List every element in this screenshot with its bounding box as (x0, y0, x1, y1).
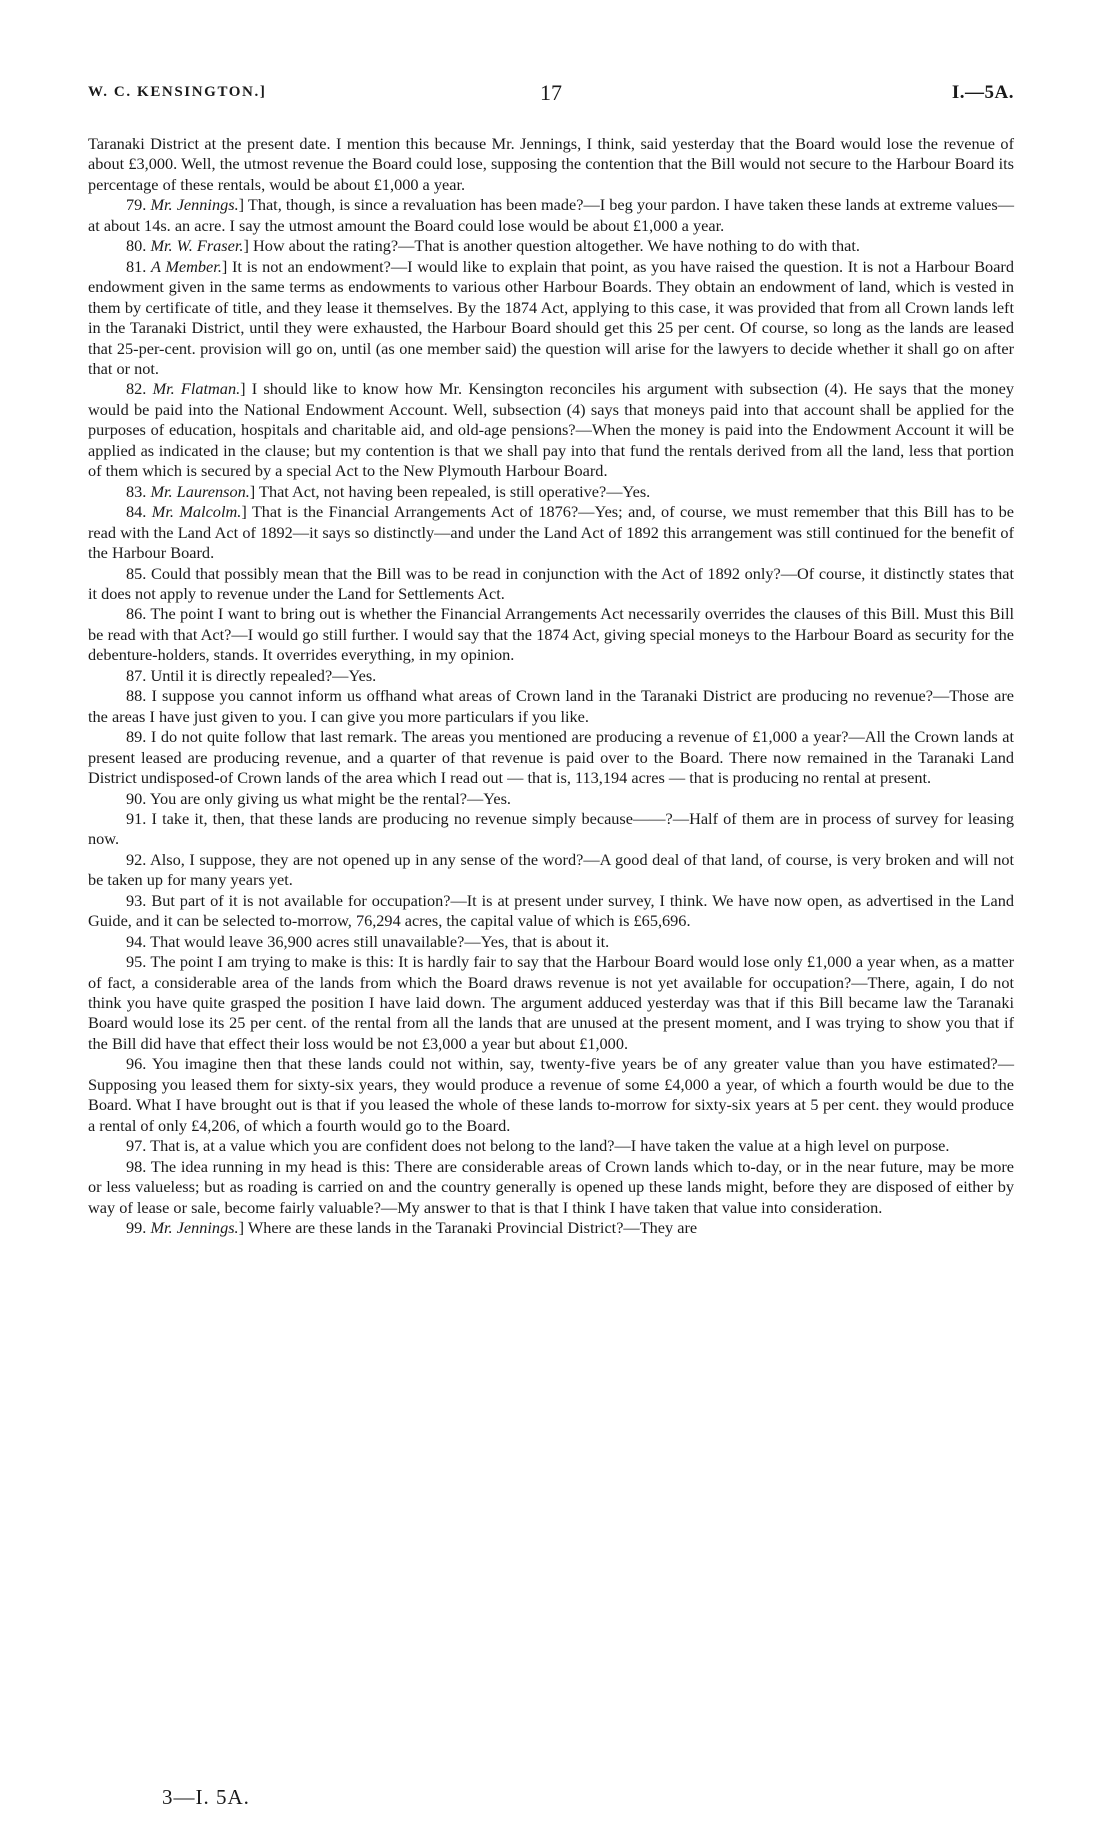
question-number: 95. (126, 952, 147, 972)
evidence-paragraph (88, 604, 1014, 665)
paragraph-text: That is, at a value which you are confident does not belong to the land?—I have taken the value at a high level on purpose. (150, 1136, 950, 1156)
question-number: 92. (126, 849, 147, 869)
question-number: 80. (126, 236, 147, 256)
evidence-paragraph (88, 809, 1014, 850)
question-number: 83. (126, 481, 147, 501)
evidence-paragraph (88, 789, 1014, 809)
evidence-paragraph (88, 727, 1014, 788)
evidence-paragraph (88, 257, 1014, 380)
question-number: 79. (126, 195, 147, 215)
evidence-paragraph (88, 932, 1014, 952)
question-number: 86. (126, 604, 147, 624)
paragraph-text: The point I am trying to make is this: It is hardly fair to say that the Harbour Board would lose only £1,000 a year when, as a matter of fact, a considerable area of the lands from which the Board draws revenue is not yet available for occupation?—There, again, I do not think you have quite grasped the position I have laid down. The argument adduced yesterday was that if this Bill became law the Taranaki Board would lose its 25 per cent. of the rental from all the lands that are unused at the present moment, and I was trying to show you that if the Bill did have that effect their loss would be not £3,000 a year but about £1,000. (88, 952, 1014, 1053)
paragraph-text: ] It is not an endowment?—I would like to explain that point, as you have raised the question. It is not a Harbour Board endowment given in the same terms as endowments to various other Harbour Boards. They obtain an endowment of land, which is vested in them by certificate of title, and they lease it themselves. By the 1874 Act, applying to this case, it was provided that from all Crown lands left in the Taranaki District, until they were exhausted, the Harbour Board should get this 25 per cent. Of course, so long as the lands are leased that 25-per-cent. provision will go on, until (as one member said) the question will arise for the lawyers to decide whether it shall go on after that or not. (88, 256, 1014, 378)
question-number: 85. (126, 563, 147, 583)
evidence-paragraph (88, 195, 1014, 236)
paragraph-text: ] I should like to know how Mr. Kensington reconciles his argument with subsection (4). He says that the money would be paid into the National Endowment Account. Well, subsection (4) says that moneys paid into that account shall be applied for the purposes of education, hospitals and charitable aid, and old-age pensions?—When the money is paid into the Endowment Account it will be applied as indicated in the clause; but my contention is that we shall pay into that fund the rentals derived from all the land, less that portion of them which is secured by a special Act to the New Plymouth Harbour Board. (88, 379, 1015, 481)
question-number: 93. (126, 890, 147, 910)
evidence-paragraph (88, 482, 1014, 502)
speaker-name: Mr. Jennings. (150, 195, 239, 215)
question-number: 94. (126, 931, 147, 951)
evidence-paragraph (88, 850, 1014, 891)
paragraph-text: But part of it is not available for occupation?—It is at present under survey, I think. We have now open, as advertised in the Land Guide, and it can be selected to-morrow, 76,294 acres, the capital value of which is £65,696. (88, 890, 1014, 931)
evidence-paragraph (88, 502, 1014, 563)
evidence-paragraph (88, 686, 1014, 727)
speaker-name: Mr. Malcolm. (151, 502, 242, 522)
paragraph-text: Could that possibly mean that the Bill was to be read in conjunction with the Act of 1892 only?—Of course, it distinctly states that it does not apply to revenue under the Land for Settlements Act. (88, 563, 1014, 603)
question-number: 99. (126, 1218, 147, 1238)
question-number: 81. (126, 256, 147, 276)
paragraph-text: ] How about the rating?—That is another question altogether. We have nothing to do with that. (243, 236, 860, 256)
paragraph-text: Also, I suppose, they are not opened up in any sense of the word?—A good deal of that land, of course, is very broken and will not be taken up for many years yet. (88, 849, 1014, 890)
evidence-paragraph (88, 134, 1014, 195)
speaker-name: Mr. Flatman. (152, 379, 241, 399)
question-number: 84. (126, 502, 147, 522)
question-number: 88. (126, 686, 147, 706)
evidence-text (88, 134, 1014, 1238)
evidence-paragraph (88, 1136, 1014, 1156)
paper-reference: I.—5A. (951, 82, 1014, 103)
speaker-name: A Member. (151, 256, 222, 276)
evidence-paragraph (88, 1218, 1014, 1238)
paragraph-text: Taranaki District at the present date. I mention this because Mr. Jennings, I think, said yesterday that the Board would lose the revenue of about £3,000. Well, the utmost revenue the Board could lose, supposing the contention that the Bill would not secure to the Harbour Board its percentage of these rentals, would be about £1,000 a year. (88, 134, 1014, 194)
paragraph-text: I suppose you cannot inform us offhand what areas of Crown land in the Taranaki District are producing no revenue?—Those are the areas I have just given to you. I can give you more particulars if you like. (88, 686, 1014, 726)
evidence-paragraph (88, 952, 1014, 1054)
question-number: 91. (126, 808, 147, 828)
evidence-paragraph (88, 236, 1014, 256)
page-header (88, 80, 1014, 108)
running-head-witness: W. C. KENSINGTON.] (88, 84, 267, 100)
speaker-name: Mr. Laurenson. (150, 481, 250, 501)
signature-mark: 3—I. 5A. (162, 1785, 250, 1809)
question-number: 82. (126, 379, 147, 399)
evidence-paragraph (88, 666, 1014, 686)
speaker-name: Mr. W. Fraser. (150, 236, 244, 256)
question-number: 87. (126, 665, 147, 685)
paragraph-text: ] Where are these lands in the Taranaki Provincial District?—They are (238, 1218, 698, 1238)
paragraph-text: I take it, then, that these lands are producing no revenue simply because——?—Half of them are in process of survey for leasing now. (88, 808, 1014, 849)
evidence-paragraph (88, 1157, 1014, 1218)
paragraph-text: That would leave 36,900 acres still unavailable?—Yes, that is about it. (150, 931, 610, 951)
paragraph-text: The idea running in my head is this: There are considerable areas of Crown lands which to-day, or in the near future, may be more or less valueless; but as roading is carried on and the country generally is opened up these lands might, before they are disposed of either by way of lease or sale, become fairly valuable?—My answer to that is that I think I have taken that value into consideration. (88, 1156, 1015, 1217)
paragraph-text: You are only giving us what might be the rental?—Yes. (149, 788, 512, 808)
paragraph-text: ] That, though, is since a revaluation has been made?—I beg your pardon. I have taken these lands at extreme values—at about 14s. an acre. I say the utmost amount the Board could lose would be about £1,000 a year. (88, 195, 1014, 235)
question-number: 96. (126, 1054, 147, 1074)
question-number: 90. (126, 788, 147, 808)
paragraph-text: You imagine then that these lands could not within, say, twenty-five years be of any greater value than you have estimated?—Supposing you leased them for sixty-six years, they would produce a revenue of some £4,000 a year, of which a fourth would be due to the Board. What I have brought out is that if you leased the whole of these lands to-morrow for sixty-six years at 5 per cent. they would produce a rental of only £4,206, of which a fourth would go to the Board. (88, 1054, 1014, 1135)
evidence-paragraph (88, 1054, 1014, 1136)
paragraph-text: Until it is directly repealed?—Yes. (150, 665, 377, 685)
question-number: 89. (126, 727, 147, 747)
question-number: 98. (126, 1156, 147, 1176)
evidence-paragraph (88, 379, 1014, 481)
paragraph-text: ] That is the Financial Arrangements Act of 1876?—Yes; and, of course, we must remember that this Bill has to be read with the Land Act of 1892—it says so distinctly—and under the Land Act of 1892 this arrangement was still continued for the benefit of the Harbour Board. (88, 502, 1015, 563)
paragraph-text: I do not quite follow that last remark. The areas you mentioned are producing a revenue of £1,000 a year?—All the Crown lands at present leased are producing revenue, and a quarter of that revenue is paid over to the Board. There now remained in the Taranaki Land District undisposed-of Crown lands of the area which I read out — that is, 113,194 acres — that is producing no rental at present. (88, 727, 1015, 788)
speaker-name: Mr. Jennings. (150, 1218, 239, 1238)
evidence-paragraph (88, 891, 1014, 932)
question-number: 97. (126, 1136, 147, 1156)
page-number: 17 (540, 80, 562, 105)
evidence-paragraph (88, 564, 1014, 605)
paragraph-text: The point I want to bring out is whether the Financial Arrangements Act necessarily overrides the clauses of this Bill. Must this Bill be read with that Act?—I would go still further. I would say that the 1874 Act, giving special moneys to the Harbour Board as security for the debenture-holders, stands. It overrides everything, in my opinion. (88, 604, 1014, 665)
paragraph-text: ] That Act, not having been repealed, is still operative?—Yes. (249, 481, 651, 501)
